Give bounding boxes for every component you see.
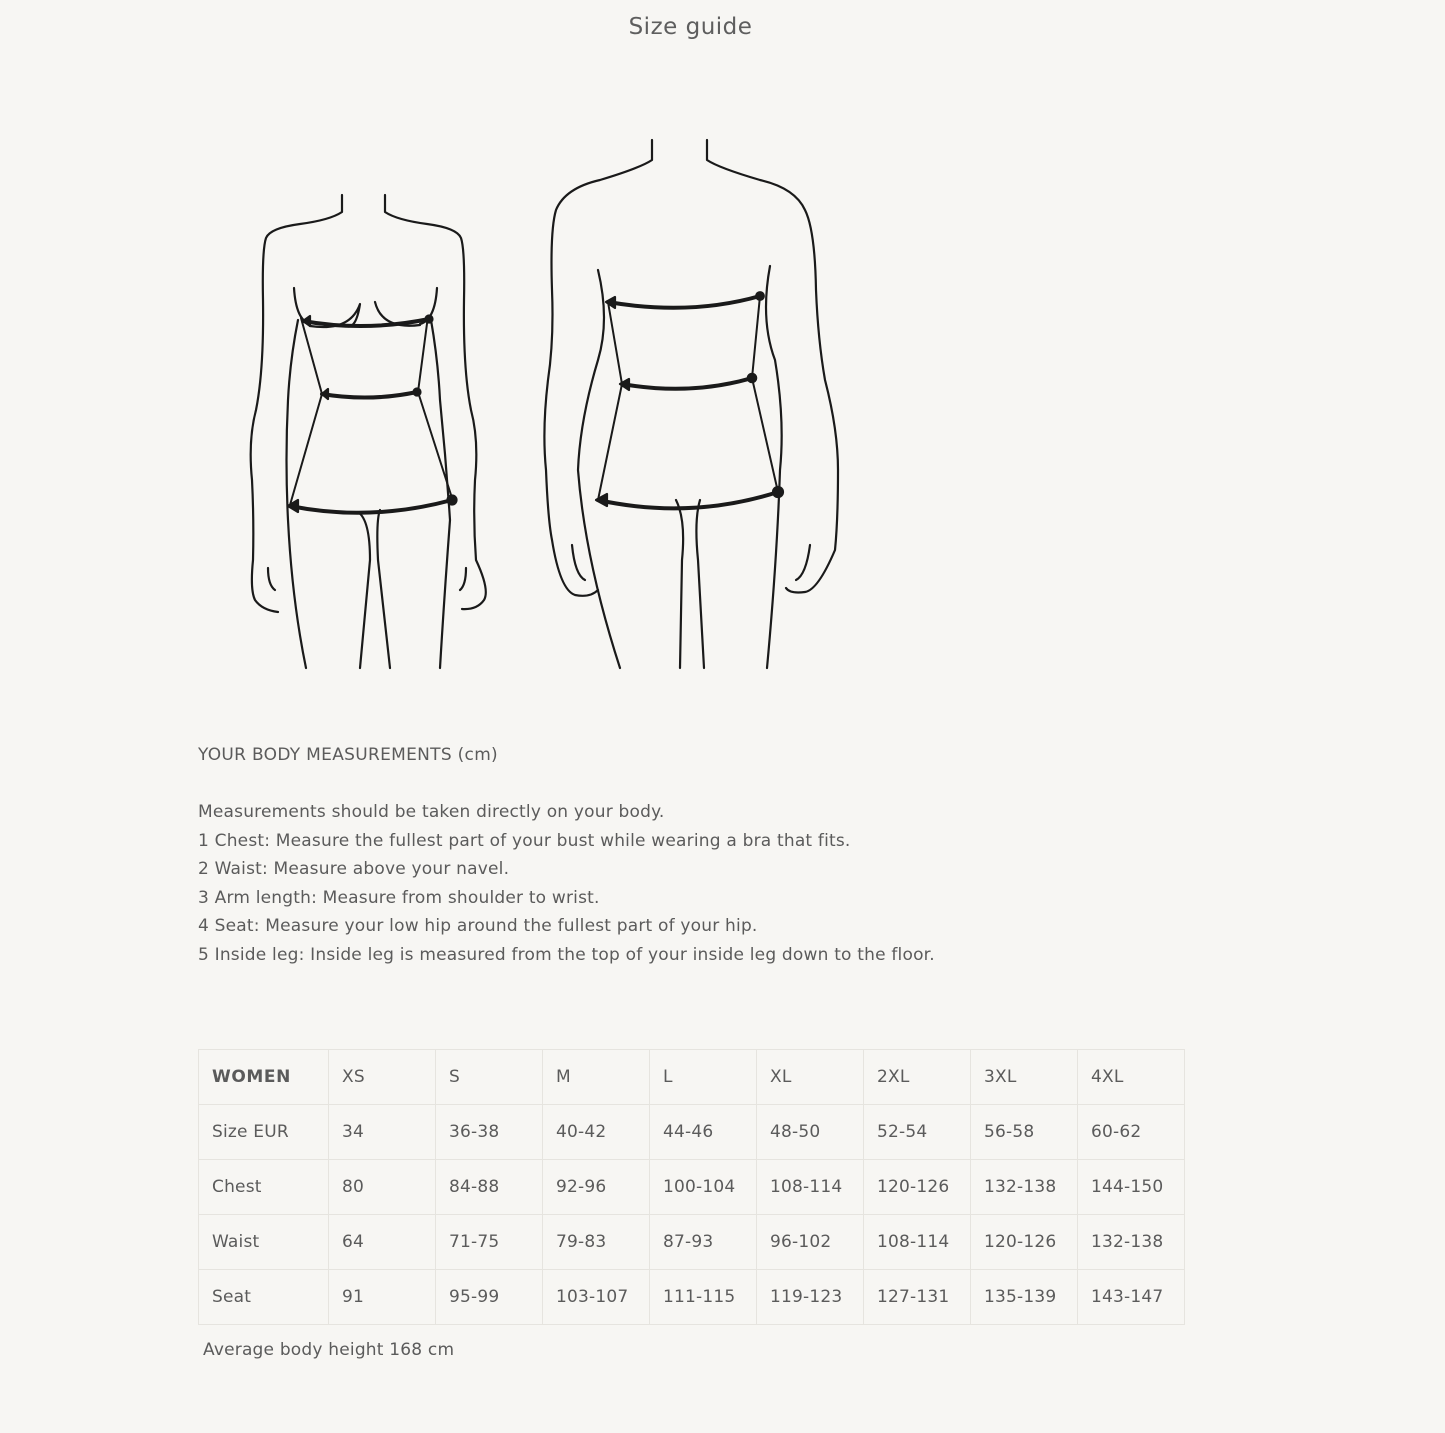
table-cell: 36-38 <box>436 1105 543 1160</box>
table-header-cell: WOMEN <box>199 1050 329 1105</box>
measurements-heading: YOUR BODY MEASUREMENTS (cm) <box>198 745 498 765</box>
table-cell: 132-138 <box>1078 1215 1185 1270</box>
table-row <box>199 1105 1185 1160</box>
table-cell: 96-102 <box>757 1215 864 1270</box>
instruction-line: 2 Waist: Measure above your navel. <box>198 859 510 880</box>
instruction-line: 1 Chest: Measure the fullest part of your bust while wearing a bra that fits. <box>198 830 851 851</box>
table-cell: 127-131 <box>864 1270 971 1325</box>
instruction-line: 4 Seat: Measure your low hip around the fullest part of your hip. <box>198 916 758 937</box>
table-cell: Seat <box>199 1270 329 1325</box>
table-cell: Chest <box>199 1160 329 1215</box>
table-cell: 64 <box>329 1215 436 1270</box>
size-table <box>198 1049 1185 1325</box>
table-header-cell: 3XL <box>971 1050 1078 1105</box>
table-cell: 79-83 <box>543 1215 650 1270</box>
table-cell: 84-88 <box>436 1160 543 1215</box>
table-header-cell: S <box>436 1050 543 1105</box>
table-cell: 52-54 <box>864 1105 971 1160</box>
man-figure <box>544 140 838 668</box>
table-cell: 132-138 <box>971 1160 1078 1215</box>
instruction-line: 3 Arm length: Measure from shoulder to wrist. <box>198 887 600 908</box>
table-header-cell: XL <box>757 1050 864 1105</box>
table-cell: 60-62 <box>1078 1105 1185 1160</box>
table-row <box>199 1270 1185 1325</box>
table-header-cell: M <box>543 1050 650 1105</box>
table-cell: 71-75 <box>436 1215 543 1270</box>
table-row <box>199 1160 1185 1215</box>
table-header-row <box>199 1050 1185 1105</box>
table-cell: 95-99 <box>436 1270 543 1325</box>
table-cell: 103-107 <box>543 1270 650 1325</box>
table-cell: 144-150 <box>1078 1160 1185 1215</box>
table-header-cell: XS <box>329 1050 436 1105</box>
table-cell: 87-93 <box>650 1215 757 1270</box>
table-row <box>199 1215 1185 1270</box>
table-cell: 108-114 <box>864 1215 971 1270</box>
table-cell: 143-147 <box>1078 1270 1185 1325</box>
table-cell: 135-139 <box>971 1270 1078 1325</box>
measurement-instructions <box>198 798 935 970</box>
table-cell: 40-42 <box>543 1105 650 1160</box>
table-cell: 48-50 <box>757 1105 864 1160</box>
table-cell: 91 <box>329 1270 436 1325</box>
table-cell: Waist <box>199 1215 329 1270</box>
table-cell: 111-115 <box>650 1270 757 1325</box>
table-cell: 56-58 <box>971 1105 1078 1160</box>
table-cell: 92-96 <box>543 1160 650 1215</box>
table-cell: 44-46 <box>650 1105 757 1160</box>
table-cell: 120-126 <box>971 1215 1078 1270</box>
instruction-line: 5 Inside leg: Inside leg is measured from the top of your inside leg down to the floor. <box>198 944 935 965</box>
table-cell: 34 <box>329 1105 436 1160</box>
table-cell: 100-104 <box>650 1160 757 1215</box>
table-header-cell: L <box>650 1050 757 1105</box>
table-cell: 108-114 <box>757 1160 864 1215</box>
table-header-cell: 4XL <box>1078 1050 1185 1105</box>
page-title: Size guide <box>628 14 753 40</box>
average-height-note: Average body height 168 cm <box>203 1340 455 1360</box>
table-cell: Size EUR <box>199 1105 329 1160</box>
table-cell: 120-126 <box>864 1160 971 1215</box>
table-header-cell: 2XL <box>864 1050 971 1105</box>
table-cell: 80 <box>329 1160 436 1215</box>
table-cell: 119-123 <box>757 1270 864 1325</box>
instruction-line: Measurements should be taken directly on your body. <box>198 802 665 822</box>
woman-figure <box>251 195 486 668</box>
body-measurement-illustration <box>240 130 850 675</box>
